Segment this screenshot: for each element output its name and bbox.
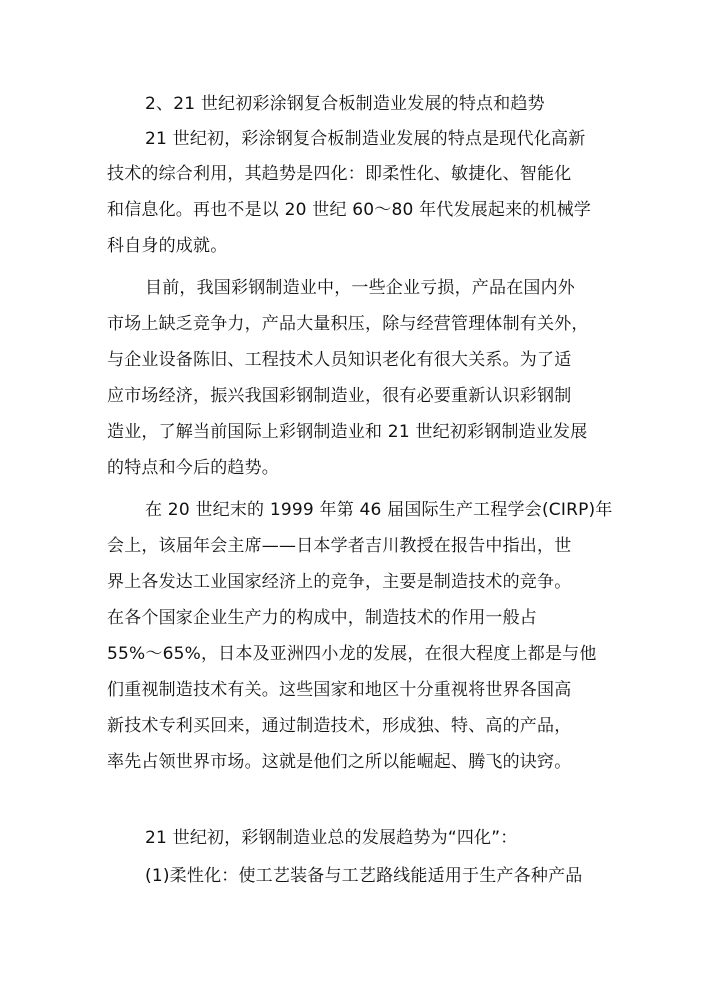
paragraph-3-line-3: 界上各发达工业国家经济上的竞争，主要是制造技术的竞争。 [107, 572, 572, 592]
paragraph-3-line-6: 们重视制造技术有关。这些国家和地区十分重视将世界各国高 [107, 680, 572, 700]
paragraph-3-line-5: 55%～65%，日本及亚洲四小龙的发展，在很大程度上都是与他 [107, 644, 597, 664]
paragraph-3-line-8: 率先占领世界市场。这就是他们之所以能崛起、腾飞的诀窍。 [107, 752, 572, 772]
paragraph-1-line-4: 科自身的成就。 [107, 236, 228, 256]
paragraph-4: 21 世纪初，彩钢制造业总的发展趋势为“四化”： [145, 828, 518, 848]
paragraph-3-line-2: 会上，该届年会主席——日本学者吉川教授在报告中指出，世 [107, 536, 572, 556]
paragraph-3-line-4: 在各个国家企业生产力的构成中，制造技术的作用一般占 [107, 608, 537, 628]
paragraph-1-line-2: 技术的综合利用，其趋势是四化：即柔性化、敏捷化、智能化 [107, 164, 572, 184]
paragraph-1-line-3: 和信息化。再也不是以 20 世纪 60～80 年代发展起来的机械学 [107, 200, 592, 220]
paragraph-5: (1)柔性化：使工艺装备与工艺路线能适用于生产各种产品 [145, 866, 583, 886]
paragraph-2-line-6: 的特点和今后的趋势。 [107, 458, 279, 478]
paragraph-2-line-5: 造业，了解当前国际上彩钢制造业和 21 世纪初彩钢制造业发展 [107, 422, 588, 442]
paragraph-2-line-3: 与企业设备陈旧、工程技术人员知识老化有很大关系。为了适 [107, 350, 572, 370]
paragraph-3-line-1: 在 20 世纪末的 1999 年第 46 届国际生产工程学会(CIRP)年 [145, 500, 613, 520]
paragraph-1-line-1: 21 世纪初，彩涂钢复合板制造业发展的特点是现代化高新 [145, 129, 586, 149]
paragraph-2-line-4: 应市场经济，振兴我国彩钢制造业，很有必要重新认识彩钢制 [107, 386, 572, 406]
paragraph-2-line-1: 目前，我国彩钢制造业中，一些企业亏损，产品在国内外 [145, 278, 575, 298]
paragraph-2-line-2: 市场上缺乏竞争力，产品大量积压，除与经营管理体制有关外， [107, 314, 589, 334]
section-heading: 2、21 世纪初彩涂钢复合板制造业发展的特点和趋势 [145, 94, 545, 114]
paragraph-3-line-7: 新技术专利买回来，通过制造技术，形成独、特、高的产品， [107, 716, 572, 736]
